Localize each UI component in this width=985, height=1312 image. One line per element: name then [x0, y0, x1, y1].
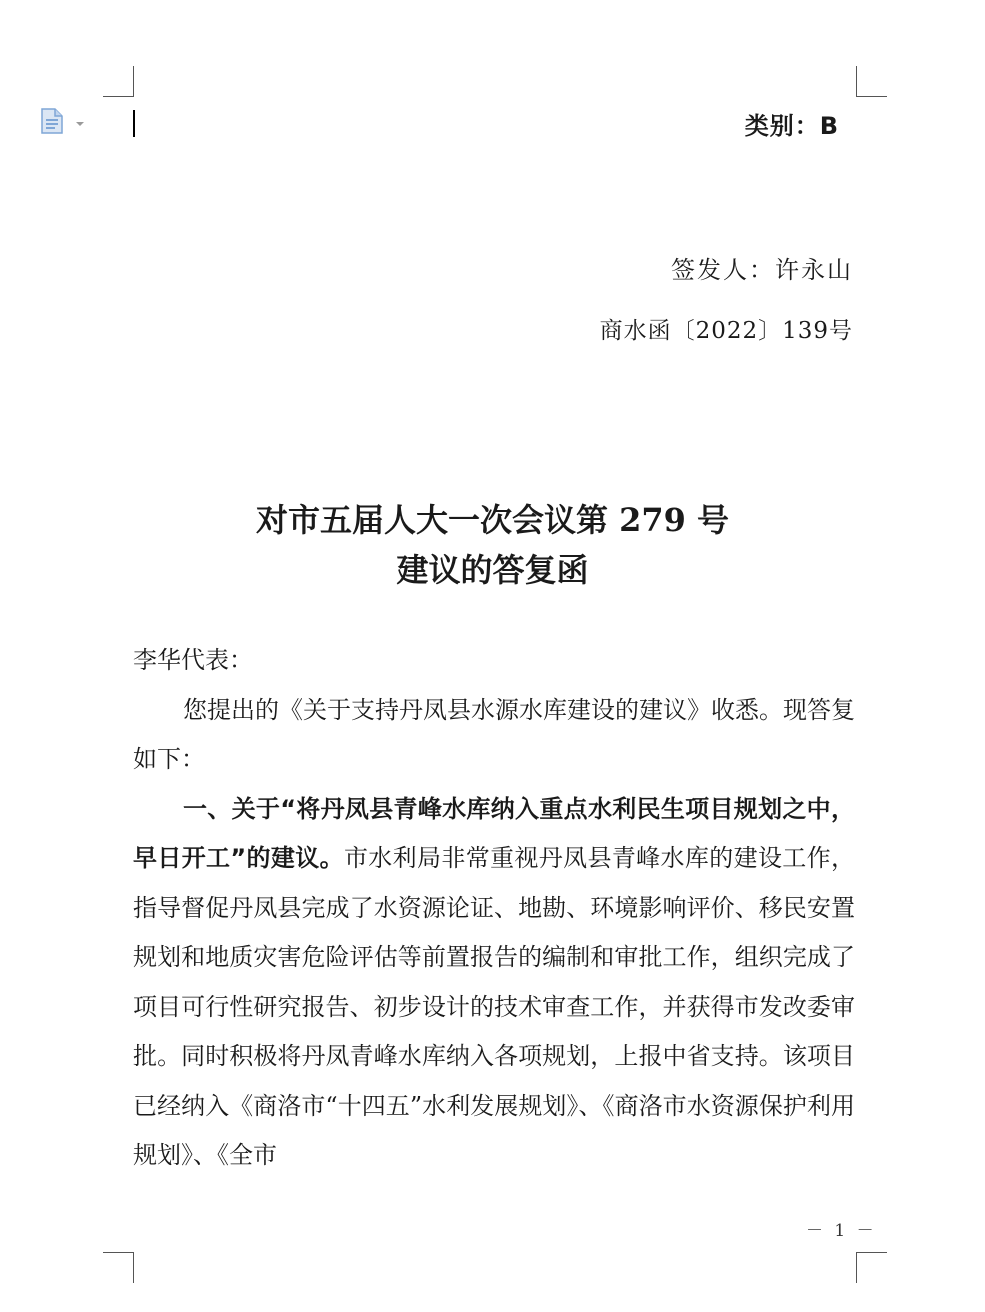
document-number: 商水函〔2022〕139号 — [599, 318, 853, 344]
signer-line: 签发人：许永山 — [671, 256, 853, 284]
paste-options-icon — [38, 106, 68, 140]
document-title-line-2: 建议的答复函 — [396, 551, 589, 589]
salutation: 李华代表： — [133, 646, 253, 674]
text-cursor — [133, 110, 135, 137]
intro-paragraph: 您提出的《关于支持丹凤县水源水库建设的建议》收悉。现答复如下： — [133, 695, 855, 773]
section-1-paragraph — [133, 785, 855, 1181]
section-1-heading: 一、关于“将丹凤县青峰水库纳入重点水利民生项目规划之中，早日开工”的建议。 — [133, 794, 855, 872]
crop-mark-top-right — [856, 66, 887, 97]
page-number: － 1 － — [806, 1221, 877, 1241]
document-title-line-1: 对市五届人大一次会议第 279 号 — [255, 501, 730, 539]
category-label: 类别：B — [744, 112, 839, 140]
chevron-down-icon — [74, 114, 86, 133]
paste-options-button[interactable] — [38, 106, 98, 140]
crop-mark-bottom-left — [103, 1252, 134, 1283]
document-body — [133, 636, 855, 1181]
section-1-text: 市水利局非常重视丹凤县青峰水库的建设工作，指导督促丹凤县完成了水资源论证、地勘、环境影响评价、移民安置规划和地质灾害危险评估等前置报告的编制和审批工作，组织完成了项目可行性研究报告、初步设计的技术审查工作，并获得市发改委审批。同时积极将丹凤青峰水库纳入各项规划，上报中省支持。该项目已经纳入《商洛市“十四五”水利发展规划》、《商洛市水资源保护利用规划》、《全市 — [133, 844, 855, 1169]
crop-mark-top-left — [103, 66, 134, 97]
crop-mark-bottom-right — [856, 1252, 887, 1283]
